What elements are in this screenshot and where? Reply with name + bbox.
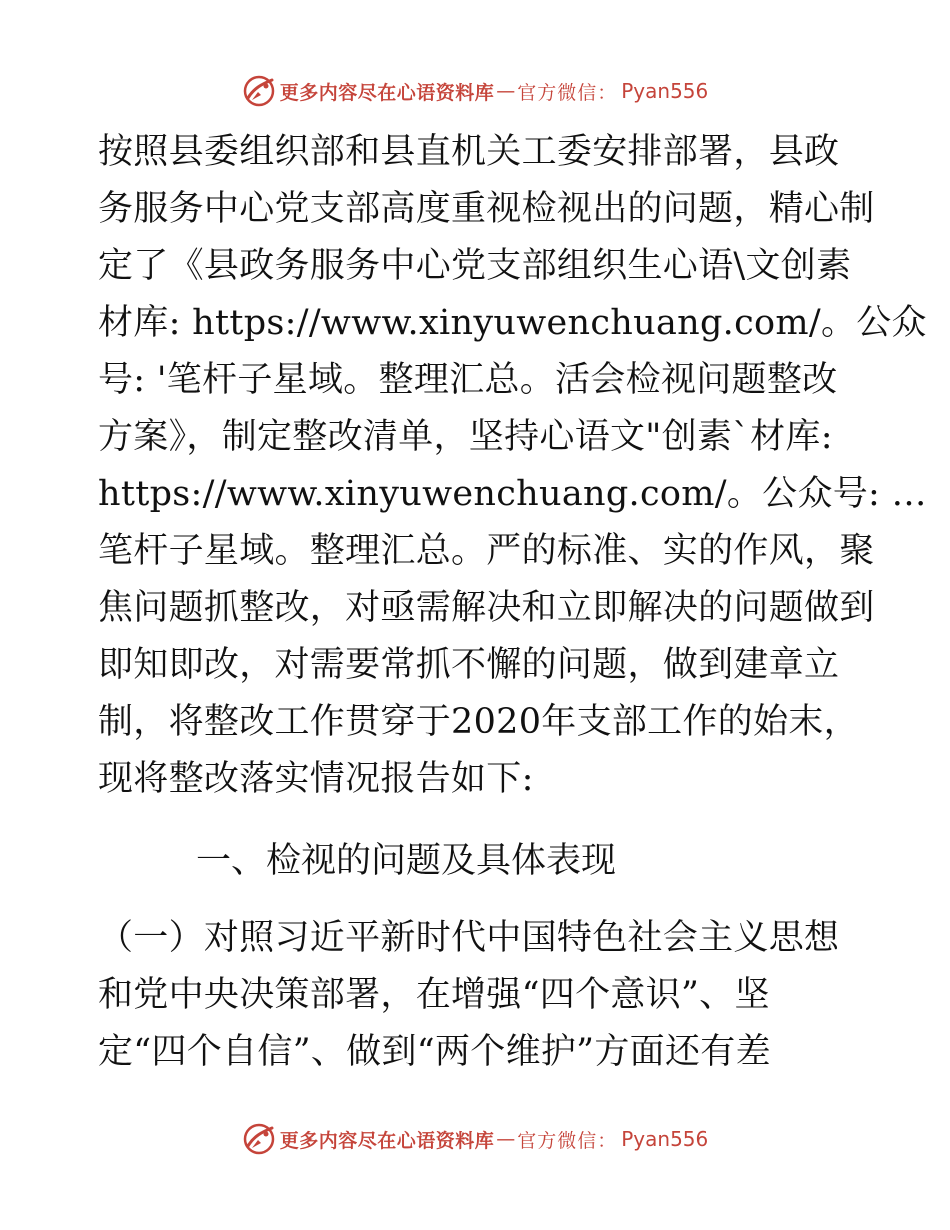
body-line: 务服务中心党支部高度重视检视出的问题，精心制 xyxy=(98,189,875,229)
banner-wechat-id: Pyan556 xyxy=(621,79,709,103)
subsection-line: （一）对照习近平新时代中国特色社会主义思想 xyxy=(98,918,840,958)
body-line: 定了《县政务服务中心党支部组织生心语\文创素 xyxy=(98,246,852,286)
banner-main-text: 更多内容尽在心语资料库 xyxy=(279,81,495,104)
subsection-line: 定“四个自信”、做到“两个维护”方面还有差 xyxy=(98,1032,771,1072)
pen-logo-icon xyxy=(242,74,276,108)
body-line: 材库: https://www.xinyuwenchuang.com/。公众 xyxy=(98,303,927,343)
body-line: 方案》，制定整改清单，坚持心语文"创素`材库: xyxy=(98,417,833,457)
header-banner xyxy=(0,71,950,111)
banner-separator: — xyxy=(496,80,516,102)
footer-banner xyxy=(0,1119,950,1159)
pen-logo-icon xyxy=(242,1122,276,1156)
banner-separator: — xyxy=(496,1128,516,1150)
body-line: 制，将整改工作贯穿于2020年支部工作的始末， xyxy=(98,702,859,742)
banner-wechat-label: 官方微信： xyxy=(517,81,618,104)
banner-main-text: 更多内容尽在心语资料库 xyxy=(279,1129,495,1152)
banner-wechat-id: Pyan556 xyxy=(621,1127,709,1151)
body-line: 按照县委组织部和县直机关工委安排部署，县政 xyxy=(98,132,840,172)
section-heading: 一、检视的问题及具体表现 xyxy=(196,841,617,881)
body-line: 号: '笔杆子星域。整理汇总。活会检视问题整改 xyxy=(98,360,838,400)
body-line: 即知即改，对需要常抓不懈的问题，做到建章立 xyxy=(98,645,840,685)
body-line: 焦问题抓整改，对亟需解决和立即解决的问题做到 xyxy=(98,588,875,628)
body-line: 笔杆子星域。整理汇总。严的标准、实的作风，聚 xyxy=(98,531,875,571)
banner-wechat-label: 官方微信： xyxy=(517,1129,618,1152)
body-line: 现将整改落实情况报告如下: xyxy=(98,759,534,799)
body-line: https://www.xinyuwenchuang.com/。公众号: … xyxy=(98,474,927,514)
subsection-line: 和党中央决策部署，在增强“四个意识”、坚 xyxy=(98,975,770,1015)
